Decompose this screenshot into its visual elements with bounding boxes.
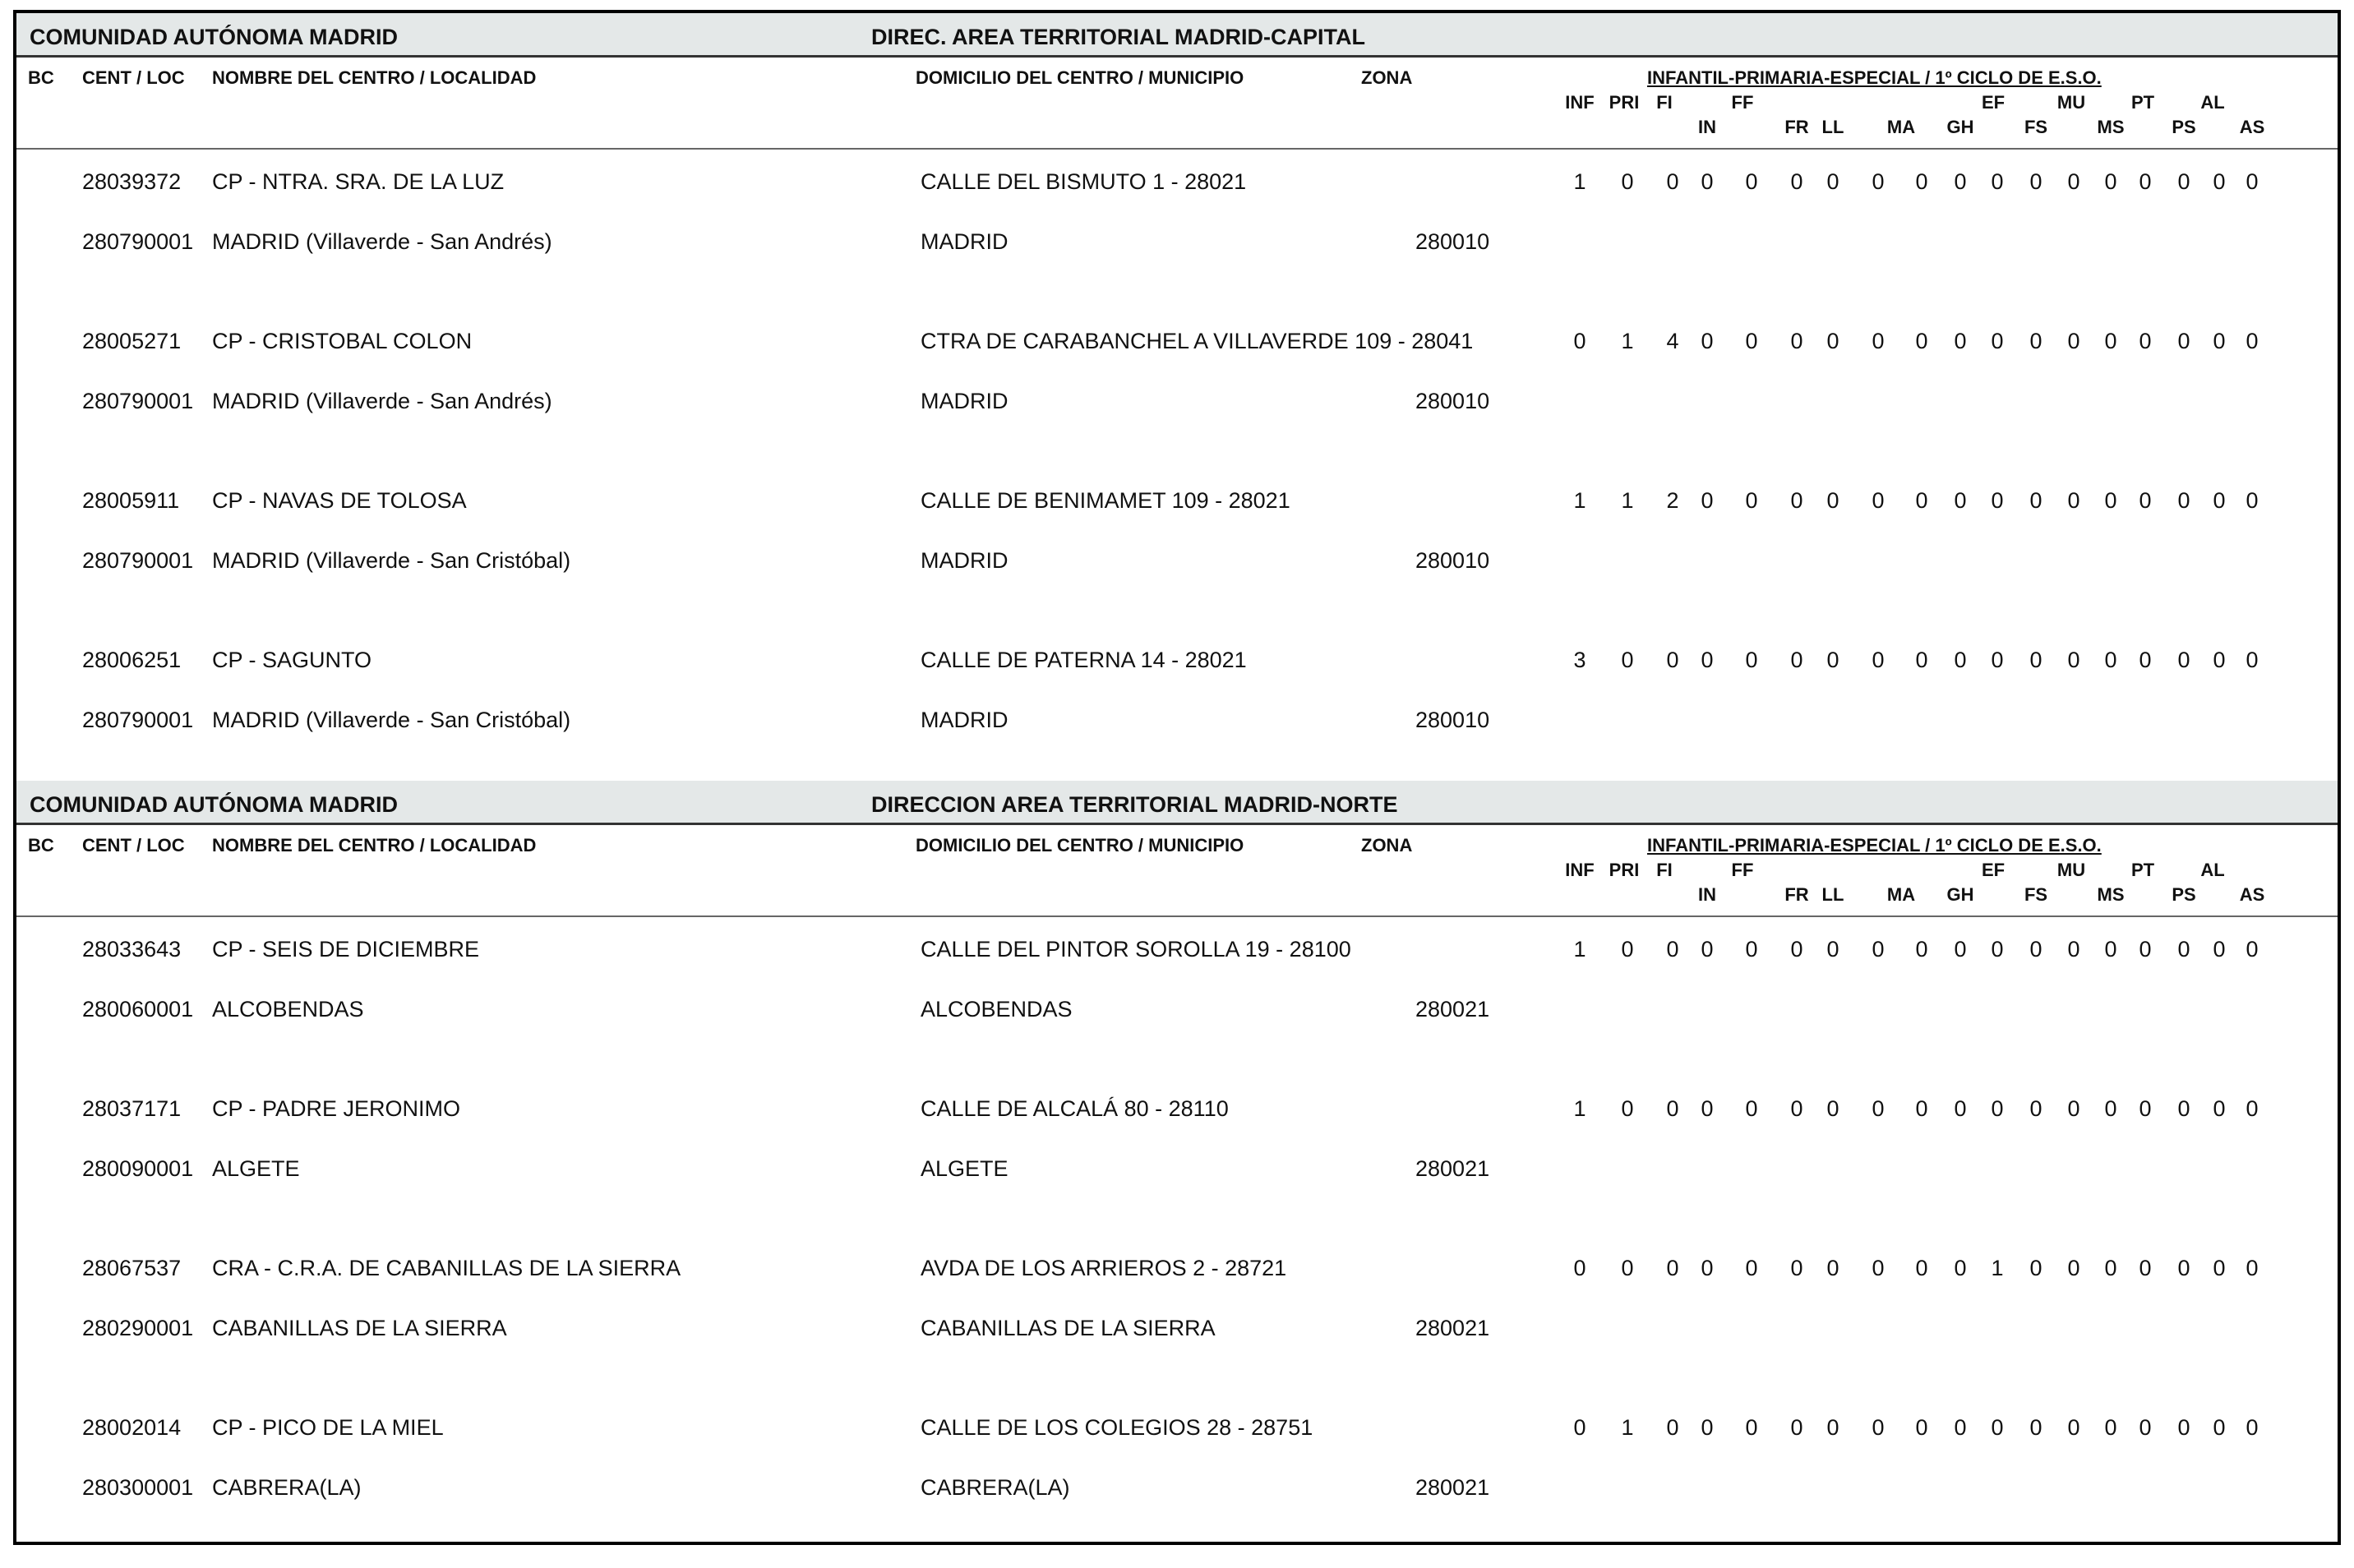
count-value: 0 xyxy=(1872,937,1885,962)
count-value: 0 xyxy=(2139,648,2152,672)
count-value: 0 xyxy=(2104,648,2117,672)
count-value: 0 xyxy=(1954,1256,1967,1280)
report-section xyxy=(16,781,2338,1545)
col-sub-top: AL xyxy=(2200,860,2225,880)
col-sub-bottom: AS xyxy=(2239,117,2265,137)
centro-code: 28033643 xyxy=(82,937,182,962)
col-sub-bottom: MS xyxy=(2097,117,2125,137)
table-row xyxy=(16,169,2338,276)
count-value: 0 xyxy=(1790,488,1803,513)
centro-address: CALLE DEL BISMUTO 1 - 28021 xyxy=(921,169,1247,194)
count-value: 0 xyxy=(2213,1256,2226,1280)
col-sub-top: AL xyxy=(2200,92,2225,113)
count-value: 0 xyxy=(1573,1415,1586,1440)
localidad-name: MADRID (Villaverde - San Cristóbal) xyxy=(212,708,571,732)
col-cent-loc: CENT / LOC xyxy=(82,67,185,88)
localidad-code: 280790001 xyxy=(82,389,194,413)
count-value: 0 xyxy=(1621,169,1634,194)
count-value: 0 xyxy=(1790,329,1803,353)
col-sub-bottom: FS xyxy=(2024,117,2048,137)
municipio-name: ALGETE xyxy=(921,1156,1009,1181)
col-nombre: NOMBRE DEL CENTRO / LOCALIDAD xyxy=(212,67,537,88)
count-value: 0 xyxy=(1954,648,1967,672)
centro-name: CP - PADRE JERONIMO xyxy=(212,1096,461,1121)
localidad-code: 280790001 xyxy=(82,229,194,254)
count-value: 0 xyxy=(1991,648,2004,672)
centro-name: CP - NAVAS DE TOLOSA xyxy=(212,488,467,513)
count-value: 0 xyxy=(1745,169,1758,194)
count-value: 0 xyxy=(1745,1256,1758,1280)
count-value: 0 xyxy=(2104,937,2117,962)
localidad-code: 280300001 xyxy=(82,1475,194,1500)
localidad-code: 280060001 xyxy=(82,997,194,1022)
count-value: 0 xyxy=(2246,937,2259,962)
localidad-name: CABRERA(LA) xyxy=(212,1475,362,1500)
col-sub-bottom: LL xyxy=(1821,117,1844,137)
count-value: 0 xyxy=(1954,488,1967,513)
zona-code: 280010 xyxy=(1415,548,1490,573)
col-sub-top: PRI xyxy=(1609,92,1640,113)
count-value: 0 xyxy=(2029,648,2042,672)
report-section xyxy=(16,13,2338,777)
centro-code: 28006251 xyxy=(82,648,182,672)
section-header xyxy=(16,781,2338,825)
count-value: 0 xyxy=(2177,1415,2190,1440)
count-value: 0 xyxy=(2246,169,2259,194)
col-bc: BC xyxy=(28,835,54,855)
count-value: 0 xyxy=(2067,169,2080,194)
count-value: 0 xyxy=(1701,1256,1714,1280)
centro-address: AVDA DE LOS ARRIEROS 2 - 28721 xyxy=(921,1256,1287,1280)
count-value: 0 xyxy=(1826,1096,1839,1121)
count-value: 0 xyxy=(2139,1415,2152,1440)
count-value: 0 xyxy=(1573,1256,1586,1280)
count-value: 0 xyxy=(2213,329,2226,353)
count-value: 0 xyxy=(2246,1096,2259,1121)
col-sub-top: FI xyxy=(1656,860,1673,880)
count-value: 0 xyxy=(1872,488,1885,513)
count-value: 0 xyxy=(2177,937,2190,962)
count-value: 0 xyxy=(1790,648,1803,672)
municipio-name: MADRID xyxy=(921,229,1009,254)
direccion-label: DIRECCION AREA TERRITORIAL MADRID-NORTE xyxy=(871,792,1398,817)
municipio-name: MADRID xyxy=(921,389,1009,413)
count-value: 0 xyxy=(1991,329,2004,353)
count-value: 0 xyxy=(2246,1256,2259,1280)
localidad-code: 280790001 xyxy=(82,548,194,573)
count-value: 0 xyxy=(2246,1415,2259,1440)
count-value: 0 xyxy=(1621,1096,1634,1121)
count-value: 0 xyxy=(1701,169,1714,194)
col-sub-bottom: IN xyxy=(1698,117,1716,137)
count-value: 0 xyxy=(2067,329,2080,353)
col-sub-bottom: GH xyxy=(1946,884,1974,905)
count-value: 0 xyxy=(2213,169,2226,194)
count-value: 0 xyxy=(1621,1256,1634,1280)
count-value: 0 xyxy=(2177,488,2190,513)
comunidad-label: COMUNIDAD AUTÓNOMA MADRID xyxy=(30,25,398,49)
col-sub-bottom: MA xyxy=(1886,884,1916,905)
col-sub-top: MU xyxy=(2056,860,2086,880)
count-value: 0 xyxy=(2139,488,2152,513)
table-row xyxy=(16,488,2338,595)
section-header xyxy=(16,13,2338,58)
col-group-title: INFANTIL-PRIMARIA-ESPECIAL / 1º CICLO DE E.S.O. xyxy=(1647,835,2102,855)
count-value: 0 xyxy=(2067,648,2080,672)
count-value: 0 xyxy=(2177,1096,2190,1121)
col-sub-top: PT xyxy=(2130,860,2155,880)
localidad-name: MADRID (Villaverde - San Cristóbal) xyxy=(212,548,571,573)
count-value: 0 xyxy=(1915,329,1928,353)
count-value: 0 xyxy=(2029,1096,2042,1121)
col-sub-bottom: AS xyxy=(2239,884,2265,905)
count-value: 0 xyxy=(1621,648,1634,672)
count-value: 0 xyxy=(2067,937,2080,962)
centro-address: CALLE DE BENIMAMET 109 - 28021 xyxy=(921,488,1290,513)
count-value: 0 xyxy=(2213,1096,2226,1121)
count-value: 0 xyxy=(1745,648,1758,672)
count-value: 1 xyxy=(1621,488,1634,513)
table-row xyxy=(16,648,2338,754)
count-value: 0 xyxy=(2213,648,2226,672)
count-value: 0 xyxy=(1991,937,2004,962)
count-value: 0 xyxy=(2139,169,2152,194)
localidad-code: 280090001 xyxy=(82,1156,194,1181)
count-value: 0 xyxy=(1666,1256,1679,1280)
zona-code: 280021 xyxy=(1415,997,1490,1022)
count-value: 0 xyxy=(1915,648,1928,672)
centro-name: CP - SAGUNTO xyxy=(212,648,372,672)
count-value: 0 xyxy=(1991,1096,2004,1121)
count-value: 0 xyxy=(1666,937,1679,962)
col-sub-bottom: PS xyxy=(2172,884,2196,905)
zona-code: 280021 xyxy=(1415,1156,1490,1181)
count-value: 0 xyxy=(1954,329,1967,353)
count-value: 0 xyxy=(1701,937,1714,962)
count-value: 0 xyxy=(1915,1415,1928,1440)
centro-code: 28067537 xyxy=(82,1256,182,1280)
col-bc: BC xyxy=(28,67,54,88)
count-value: 0 xyxy=(1991,169,2004,194)
centro-code: 28037171 xyxy=(82,1096,182,1121)
col-domicilio: DOMICILIO DEL CENTRO / MUNICIPIO xyxy=(916,835,1244,855)
count-value: 0 xyxy=(2246,488,2259,513)
count-value: 0 xyxy=(1826,329,1839,353)
count-value: 1 xyxy=(1573,169,1586,194)
centro-name: CP - CRISTOBAL COLON xyxy=(212,329,473,353)
col-sub-bottom: MA xyxy=(1886,117,1916,137)
count-value: 0 xyxy=(1790,169,1803,194)
count-value: 0 xyxy=(2139,937,2152,962)
col-sub-bottom: IN xyxy=(1698,884,1716,905)
municipio-name: MADRID xyxy=(921,548,1009,573)
count-value: 0 xyxy=(1915,488,1928,513)
count-value: 0 xyxy=(1954,1415,1967,1440)
column-header xyxy=(16,58,2338,150)
count-value: 1 xyxy=(1621,1415,1634,1440)
count-value: 0 xyxy=(1745,488,1758,513)
count-value: 0 xyxy=(1915,1096,1928,1121)
count-value: 1 xyxy=(1573,937,1586,962)
count-value: 0 xyxy=(1666,169,1679,194)
col-zona: ZONA xyxy=(1361,67,1413,88)
count-value: 4 xyxy=(1666,329,1679,353)
direccion-label: DIREC. AREA TERRITORIAL MADRID-CAPITAL xyxy=(871,25,1365,49)
col-zona: ZONA xyxy=(1361,835,1413,855)
col-sub-top: FF xyxy=(1731,860,1754,880)
count-value: 0 xyxy=(2104,329,2117,353)
count-value: 0 xyxy=(2029,169,2042,194)
municipio-name: ALCOBENDAS xyxy=(921,997,1073,1022)
count-value: 0 xyxy=(2246,329,2259,353)
count-value: 0 xyxy=(1915,1256,1928,1280)
col-nombre: NOMBRE DEL CENTRO / LOCALIDAD xyxy=(212,835,537,855)
count-value: 0 xyxy=(1872,1096,1885,1121)
count-value: 0 xyxy=(1701,1415,1714,1440)
count-value: 0 xyxy=(2067,488,2080,513)
count-value: 0 xyxy=(2139,1096,2152,1121)
centro-name: CP - SEIS DE DICIEMBRE xyxy=(212,937,480,962)
count-value: 0 xyxy=(1872,329,1885,353)
count-value: 0 xyxy=(2177,329,2190,353)
count-value: 0 xyxy=(1701,329,1714,353)
count-value: 0 xyxy=(1872,1415,1885,1440)
count-value: 0 xyxy=(1954,169,1967,194)
count-value: 0 xyxy=(1790,937,1803,962)
zona-code: 280010 xyxy=(1415,389,1490,413)
count-value: 0 xyxy=(1826,648,1839,672)
centro-name: CP - NTRA. SRA. DE LA LUZ xyxy=(212,169,505,194)
localidad-name: MADRID (Villaverde - San Andrés) xyxy=(212,389,552,413)
localidad-name: ALGETE xyxy=(212,1156,300,1181)
table-row xyxy=(16,1415,2338,1522)
count-value: 0 xyxy=(2067,1256,2080,1280)
count-value: 0 xyxy=(1991,488,2004,513)
count-value: 0 xyxy=(1745,329,1758,353)
col-sub-top: EF xyxy=(1981,92,2006,113)
zona-code: 280010 xyxy=(1415,229,1490,254)
col-cent-loc: CENT / LOC xyxy=(82,835,185,855)
col-sub-bottom: GH xyxy=(1946,117,1974,137)
count-value: 0 xyxy=(1666,1096,1679,1121)
count-value: 0 xyxy=(2104,1256,2117,1280)
localidad-name: MADRID (Villaverde - San Andrés) xyxy=(212,229,552,254)
centro-address: CALLE DEL PINTOR SOROLLA 19 - 28100 xyxy=(921,937,1351,962)
count-value: 0 xyxy=(1991,1415,2004,1440)
count-value: 0 xyxy=(2029,1415,2042,1440)
count-value: 0 xyxy=(1701,1096,1714,1121)
count-value: 0 xyxy=(2104,1096,2117,1121)
count-value: 0 xyxy=(1826,937,1839,962)
zona-code: 280010 xyxy=(1415,708,1490,732)
count-value: 0 xyxy=(2246,648,2259,672)
count-value: 0 xyxy=(1872,648,1885,672)
col-sub-top: MU xyxy=(2056,92,2086,113)
count-value: 0 xyxy=(1790,1256,1803,1280)
col-sub-top: PRI xyxy=(1609,860,1640,880)
centro-code: 28039372 xyxy=(82,169,182,194)
count-value: 0 xyxy=(1573,329,1586,353)
count-value: 0 xyxy=(1790,1096,1803,1121)
count-value: 0 xyxy=(1826,488,1839,513)
municipio-name: CABRERA(LA) xyxy=(921,1475,1070,1500)
count-value: 0 xyxy=(2104,169,2117,194)
table-row xyxy=(16,1096,2338,1203)
municipio-name: CABANILLAS DE LA SIERRA xyxy=(921,1316,1216,1340)
count-value: 0 xyxy=(2104,1415,2117,1440)
count-value: 1 xyxy=(1991,1256,2004,1280)
count-value: 0 xyxy=(1621,937,1634,962)
col-sub-bottom: FR xyxy=(1784,117,1809,137)
centro-code: 28005271 xyxy=(82,329,182,353)
count-value: 0 xyxy=(1954,937,1967,962)
count-value: 0 xyxy=(2139,1256,2152,1280)
col-sub-top: INF xyxy=(1565,92,1595,113)
count-value: 0 xyxy=(1745,1415,1758,1440)
centro-name: CRA - C.R.A. DE CABANILLAS DE LA SIERRA xyxy=(212,1256,681,1280)
col-group-title: INFANTIL-PRIMARIA-ESPECIAL / 1º CICLO DE E.S.O. xyxy=(1647,67,2102,88)
count-value: 0 xyxy=(2177,1256,2190,1280)
col-sub-top: PT xyxy=(2130,92,2155,113)
count-value: 2 xyxy=(1666,488,1679,513)
col-sub-top: FF xyxy=(1731,92,1754,113)
centro-code: 28005911 xyxy=(82,488,180,513)
count-value: 1 xyxy=(1573,1096,1586,1121)
count-value: 0 xyxy=(1701,648,1714,672)
count-value: 0 xyxy=(1745,937,1758,962)
count-value: 0 xyxy=(1954,1096,1967,1121)
col-sub-top: EF xyxy=(1981,860,2006,880)
count-value: 0 xyxy=(2067,1415,2080,1440)
col-sub-bottom: MS xyxy=(2097,884,2125,905)
col-domicilio: DOMICILIO DEL CENTRO / MUNICIPIO xyxy=(916,67,1244,88)
count-value: 0 xyxy=(1745,1096,1758,1121)
count-value: 0 xyxy=(1826,169,1839,194)
localidad-name: CABANILLAS DE LA SIERRA xyxy=(212,1316,507,1340)
count-value: 3 xyxy=(1573,648,1586,672)
table-row xyxy=(16,329,2338,436)
count-value: 0 xyxy=(2029,937,2042,962)
count-value: 0 xyxy=(1872,169,1885,194)
col-sub-bottom: FS xyxy=(2024,884,2048,905)
zona-code: 280021 xyxy=(1415,1475,1490,1500)
col-sub-bottom: FR xyxy=(1784,884,1809,905)
centro-address: CTRA DE CARABANCHEL A VILLAVERDE 109 - 28041 xyxy=(921,329,1474,353)
count-value: 0 xyxy=(2213,937,2226,962)
count-value: 0 xyxy=(2139,329,2152,353)
centro-address: CALLE DE ALCALÁ 80 - 28110 xyxy=(921,1096,1229,1121)
count-value: 0 xyxy=(2213,488,2226,513)
centro-name: CP - PICO DE LA MIEL xyxy=(212,1415,444,1440)
count-value: 0 xyxy=(2067,1096,2080,1121)
col-sub-top: FI xyxy=(1656,92,1673,113)
localidad-code: 280290001 xyxy=(82,1316,194,1340)
count-value: 0 xyxy=(2029,488,2042,513)
centro-address: CALLE DE LOS COLEGIOS 28 - 28751 xyxy=(921,1415,1313,1440)
centro-code: 28002014 xyxy=(82,1415,182,1440)
count-value: 0 xyxy=(1915,169,1928,194)
col-sub-bottom: PS xyxy=(2172,117,2196,137)
count-value: 0 xyxy=(1826,1256,1839,1280)
count-value: 0 xyxy=(2029,1256,2042,1280)
count-value: 0 xyxy=(2177,648,2190,672)
municipio-name: MADRID xyxy=(921,708,1009,732)
count-value: 0 xyxy=(1826,1415,1839,1440)
count-value: 0 xyxy=(1666,1415,1679,1440)
count-value: 0 xyxy=(1872,1256,1885,1280)
col-sub-bottom: LL xyxy=(1821,884,1844,905)
table-row xyxy=(16,937,2338,1044)
count-value: 0 xyxy=(2177,169,2190,194)
localidad-name: ALCOBENDAS xyxy=(212,997,364,1022)
comunidad-label: COMUNIDAD AUTÓNOMA MADRID xyxy=(30,792,398,817)
table-row xyxy=(16,1256,2338,1363)
report-sheet xyxy=(13,10,2341,1545)
zona-code: 280021 xyxy=(1415,1316,1490,1340)
count-value: 0 xyxy=(1666,648,1679,672)
count-value: 0 xyxy=(2104,488,2117,513)
count-value: 1 xyxy=(1621,329,1634,353)
count-value: 0 xyxy=(2213,1415,2226,1440)
count-value: 0 xyxy=(1790,1415,1803,1440)
col-sub-top: INF xyxy=(1565,860,1595,880)
count-value: 0 xyxy=(1915,937,1928,962)
centro-address: CALLE DE PATERNA 14 - 28021 xyxy=(921,648,1247,672)
count-value: 1 xyxy=(1573,488,1586,513)
localidad-code: 280790001 xyxy=(82,708,194,732)
count-value: 0 xyxy=(1701,488,1714,513)
count-value: 0 xyxy=(2029,329,2042,353)
column-header xyxy=(16,825,2338,917)
